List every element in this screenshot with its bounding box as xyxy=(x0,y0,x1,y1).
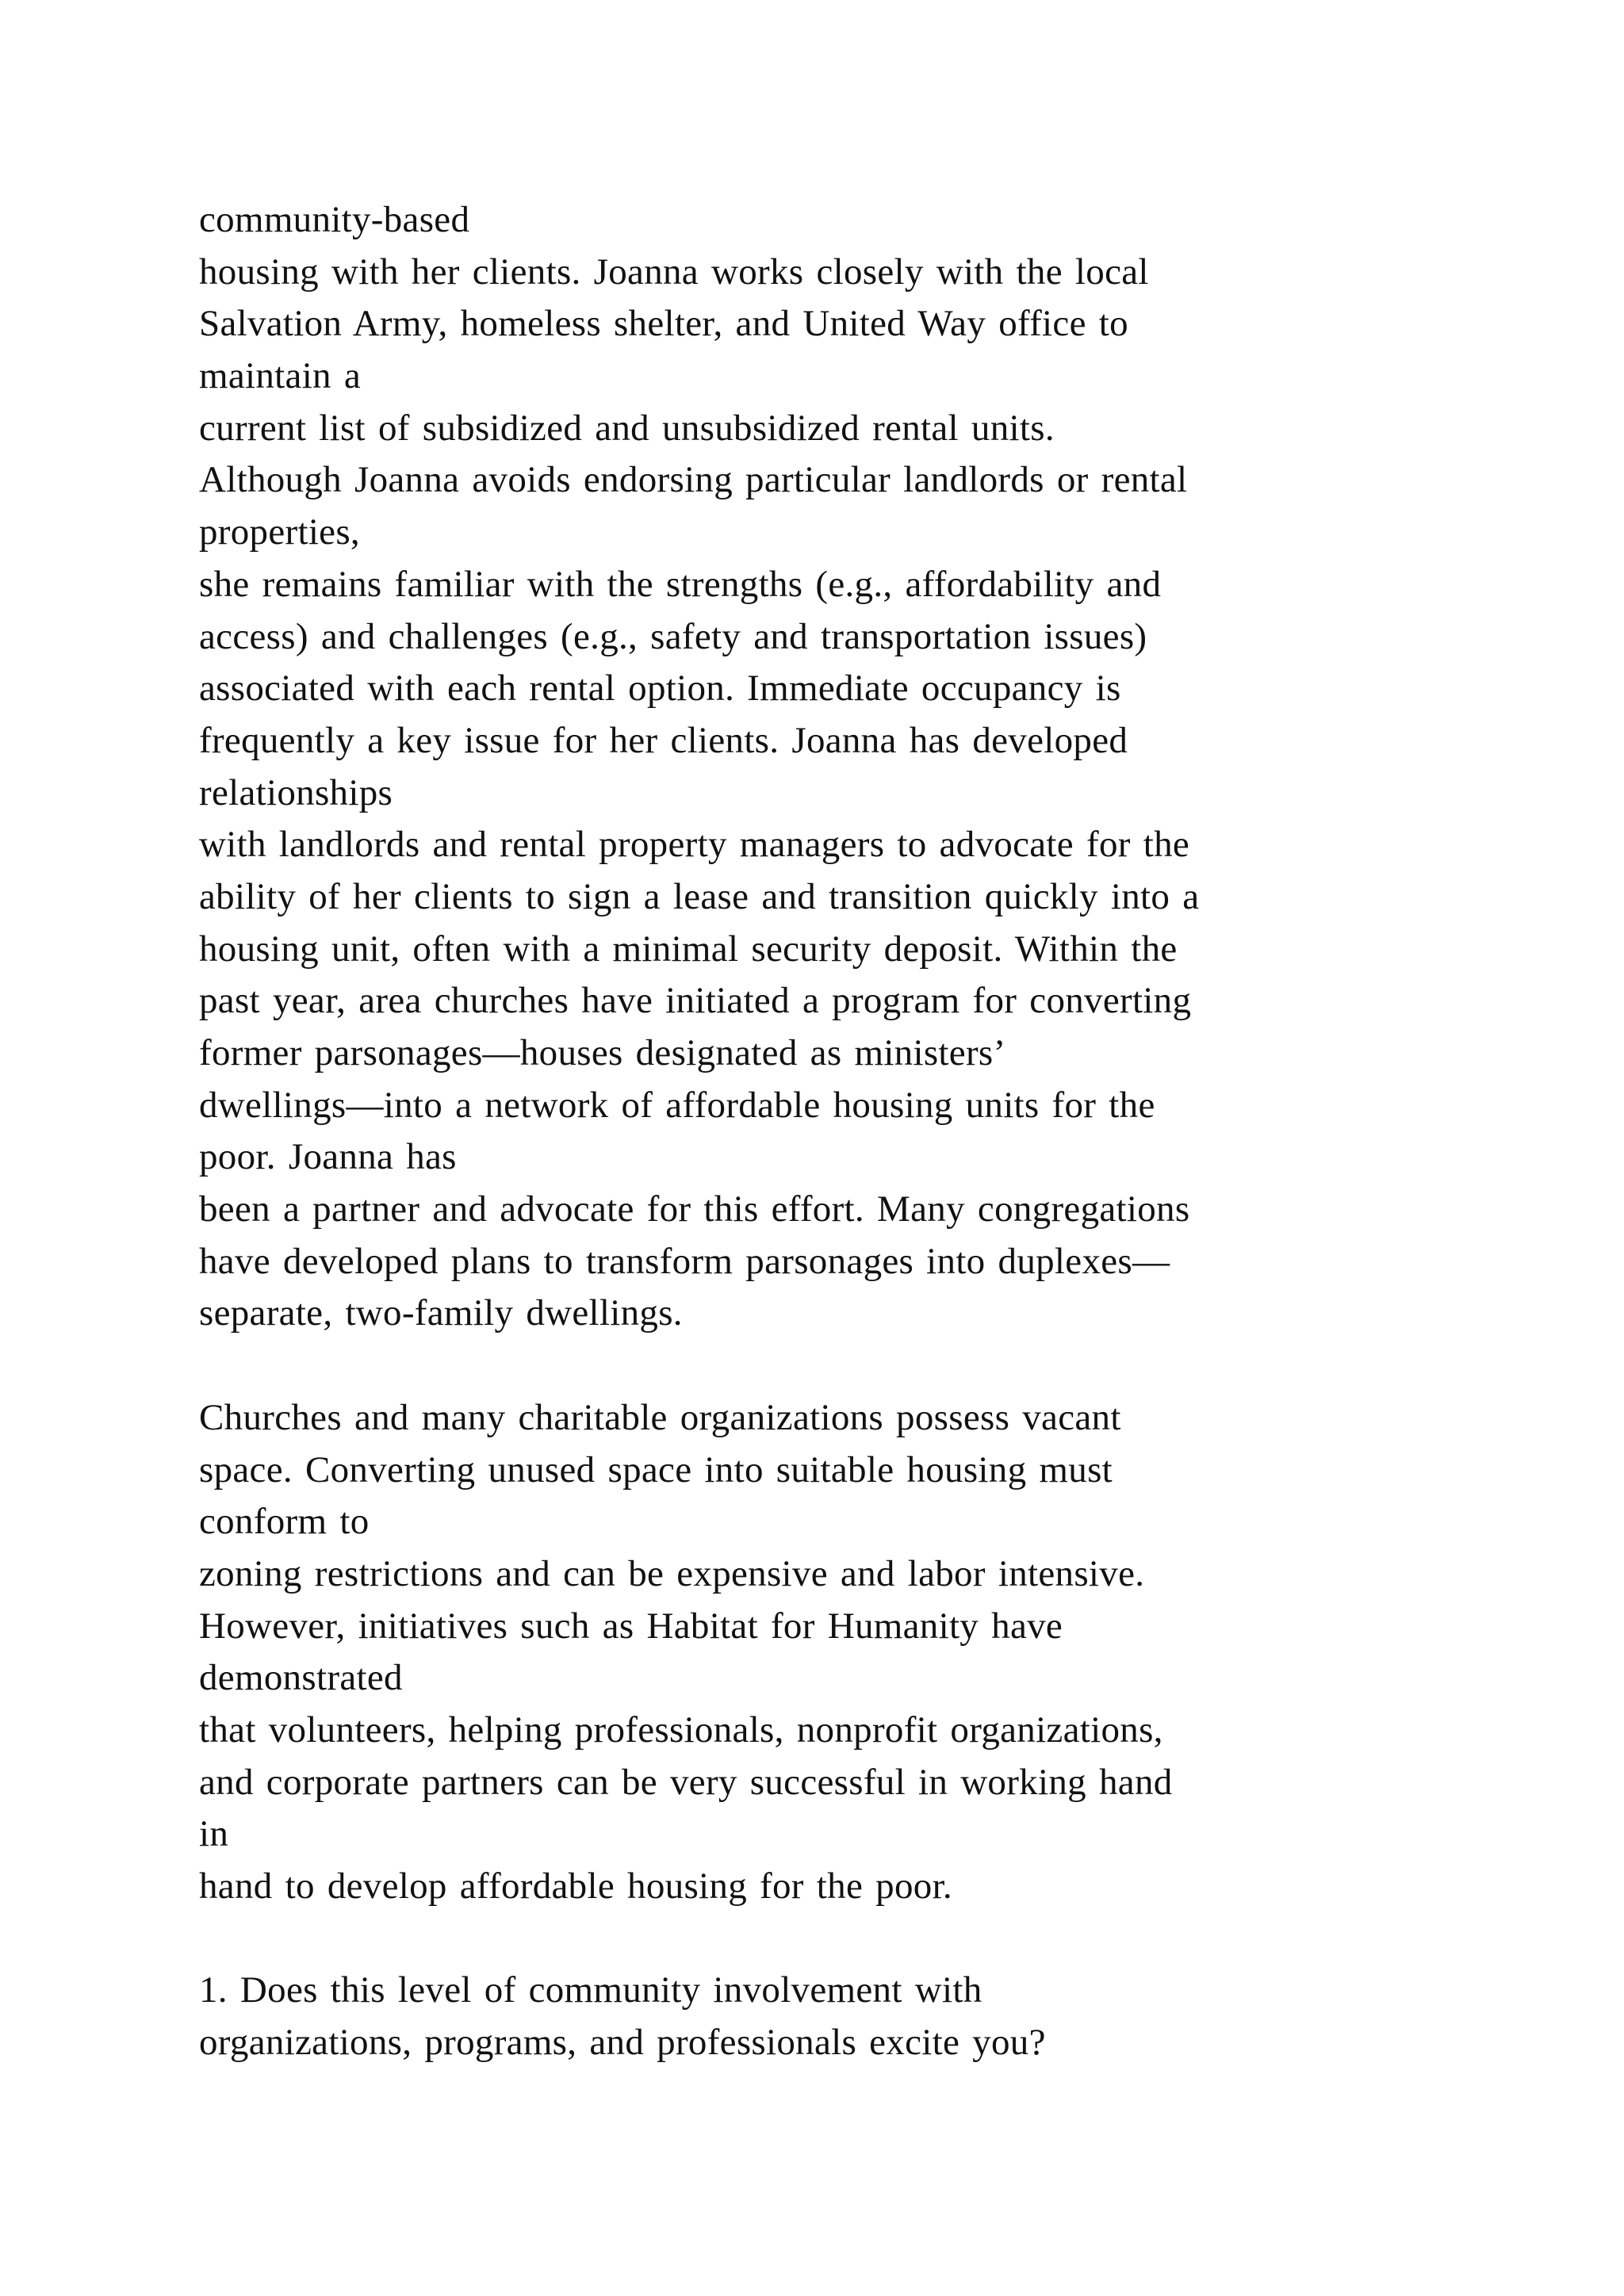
text-line: that volunteers, helping professionals, nonprofit organizations, xyxy=(199,1709,1163,1751)
paragraph-spacer xyxy=(199,1340,1468,1392)
text-line: separate, two-family dwellings. xyxy=(199,1292,683,1334)
document-body xyxy=(199,194,1468,2069)
text-line: she remains familiar with the strengths (e.g., affordability and xyxy=(199,563,1162,605)
text-line: housing unit, often with a minimal security deposit. Within the xyxy=(199,928,1178,970)
text-line: ability of her clients to sign a lease and transition quickly into a xyxy=(199,875,1200,917)
question-1 xyxy=(199,1965,1468,2068)
text-line: space. Converting unused space into suitable housing must xyxy=(199,1448,1113,1490)
text-line: been a partner and advocate for this effort. Many congregations xyxy=(199,1188,1190,1230)
text-line: Salvation Army, homeless shelter, and United Way office to xyxy=(199,303,1128,345)
text-line: Although Joanna avoids endorsing particular landlords or rental xyxy=(199,459,1188,501)
text-line: maintain a xyxy=(199,355,362,397)
text-line: Churches and many charitable organizations possess vacant xyxy=(199,1396,1121,1438)
text-line: associated with each rental option. Immediate occupancy is xyxy=(199,668,1121,710)
text-line: properties, xyxy=(199,511,360,553)
text-line: current list of subsidized and unsubsidized rental units. xyxy=(199,407,1055,449)
text-line: demonstrated xyxy=(199,1657,403,1699)
paragraph-spacer xyxy=(199,1913,1468,1965)
text-line: in xyxy=(199,1813,229,1855)
text-line: community-based xyxy=(199,199,470,240)
text-line: former parsonages—houses designated as ministers’ xyxy=(199,1032,1006,1073)
text-line: past year, area churches have initiated a program for converting xyxy=(199,980,1192,1022)
text-line: relationships xyxy=(199,771,393,813)
text-line: and corporate partners can be very successful in working hand xyxy=(199,1761,1173,1803)
text-line: housing with her clients. Joanna works closely with the local xyxy=(199,251,1149,293)
text-line: access) and challenges (e.g., safety and transportation issues) xyxy=(199,615,1147,657)
text-line: dwellings—into a network of affordable housing units for the xyxy=(199,1084,1155,1126)
text-line: with landlords and rental property managers to advocate for the xyxy=(199,824,1190,866)
text-line: conform to xyxy=(199,1501,370,1543)
text-line: have developed plans to transform parsonages into duplexes— xyxy=(199,1240,1170,1282)
text-line: hand to develop affordable housing for the poor. xyxy=(199,1866,952,1907)
text-line: However, initiatives such as Habitat for Humanity have xyxy=(199,1605,1063,1647)
text-line: frequently a key issue for her clients. Joanna has developed xyxy=(199,719,1128,761)
text-line: poor. Joanna has xyxy=(199,1136,457,1178)
text-line: organizations, programs, and professionals excite you? xyxy=(199,2022,1046,2064)
paragraph-1 xyxy=(199,194,1468,1340)
text-line: 1. Does this level of community involvement with xyxy=(199,1969,982,2011)
paragraph-2 xyxy=(199,1392,1468,1913)
text-line: zoning restrictions and can be expensive and labor intensive. xyxy=(199,1552,1145,1594)
